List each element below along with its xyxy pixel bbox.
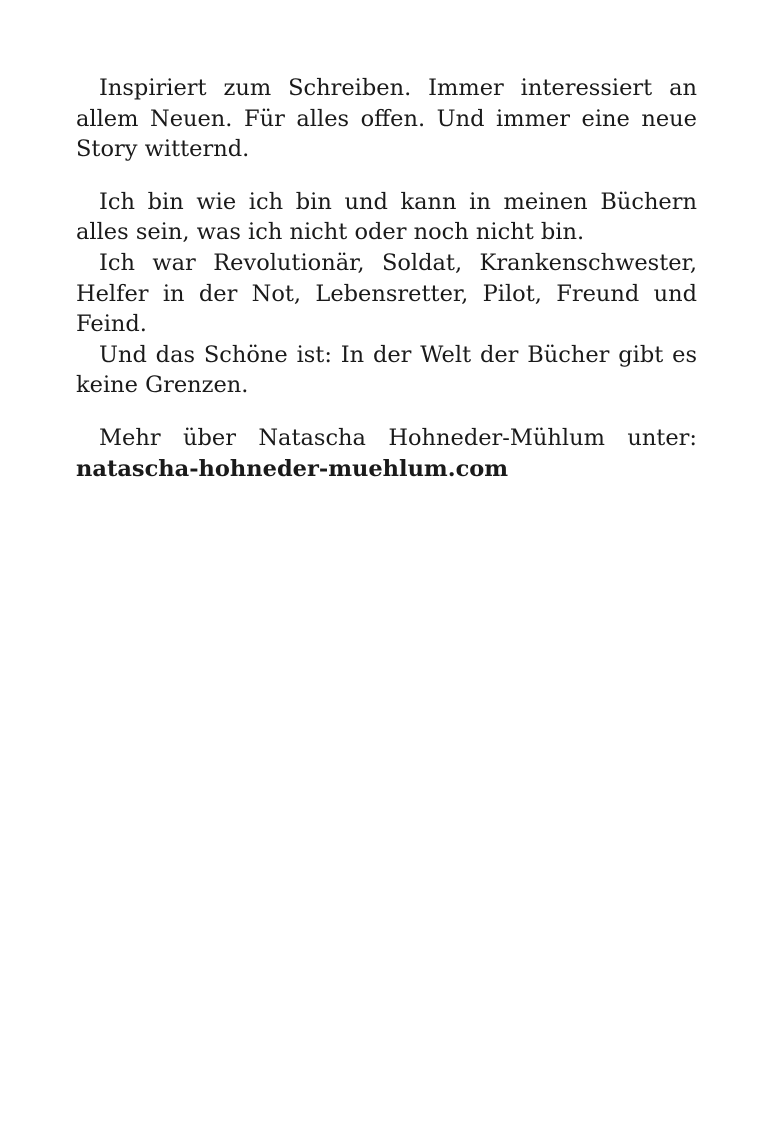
more-info-paragraph: [76, 423, 697, 484]
paragraph-inspiration: Inspiriert zum Schreiben. Immer interessiert an allem Neuen. Für alles offen. Und immer eine neue Story witternd.: [76, 75, 697, 163]
more-info-text: Mehr über Natascha Hohneder-Mühlum unter:: [99, 424, 697, 451]
paragraph-identity: Ich bin wie ich bin und kann in meinen Büchern alles sein, was ich nicht oder noch nicht bin.: [76, 188, 697, 246]
author-website-link[interactable]: natascha-hohneder-muehlum.com: [76, 455, 509, 482]
paragraph-roles: Ich war Revolutionär, Soldat, Krankenschwester, Helfer in der Not, Lebensretter, Pilot, Freund und Feind.: [76, 249, 697, 338]
book-page: [76, 73, 697, 484]
paragraph-no-limits: Und das Schöne ist: In der Welt der Bücher gibt es keine Grenzen.: [76, 341, 697, 399]
